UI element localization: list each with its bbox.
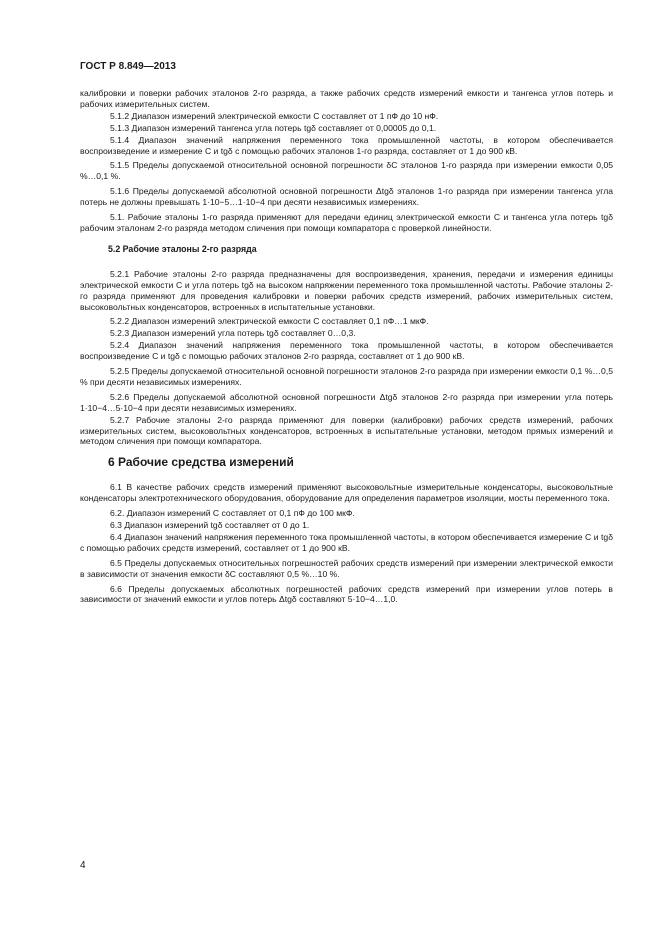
paragraph-5-1-2: 5.1.2 Диапазон измерений электрической емкости C составляет от 1 пФ до 10 нФ.	[110, 110, 439, 121]
document-header: ГОСТ Р 8.849—2013	[80, 61, 176, 72]
paragraph-5-1-7: 5.1. Рабочие эталоны 1-го разряда применяют для передачи единиц электрической емкости C и тангенса угла потерь tgδ рабочим эталонам 2-го разряда методом сличения при помощи компаратора с проверкой линейности.	[80, 212, 613, 233]
paragraph-5-2-1: 5.2.1 Рабочие эталоны 2-го разряда предназначены для воспроизведения, хранения, передачи и измерения единицы электрической емкости C и угла потерь tgδ на высоком напряжении переменного тока промышленной частоты. Рабочие эталоны 2-го разряда применяют для проведения калибровки и поверки рабочих средств измерений, рабочих измерительных систем, высоковольтных конденсаторов, встроенных в испытательные установки.	[80, 268, 613, 312]
paragraph-6-6: 6.6 Пределы допускаемых абсолютных погрешностей рабочих средств измерений при измерении углов потерь в зависимости от значений емкости и углов потерь Δtgδ составляют 5·10−4…1,0.	[80, 583, 613, 605]
section-heading-6: 6 Рабочие средства измерений	[108, 455, 294, 470]
paragraph-6-3: 6.3 Диапазон измерений tgδ составляет от 0 до 1.	[110, 520, 310, 530]
document-body	[80, 88, 613, 609]
paragraph-5-2-5: 5.2.5 Пределы допускаемой относительной основной погрешности эталонов 2-го разряда при измерении емкости 0,1 %…0,5 % при десяти независимых измерениях.	[80, 366, 613, 387]
paragraph-5-2-4: 5.2.4 Диапазон значений напряжения переменного тока промышленной частоты, в котором обеспечивается воспроизведение C и tgδ с помощью рабочих эталонов 2-го разряда, составляет от 1 до 900 кВ.	[80, 340, 613, 362]
paragraph-5-2-7: 5.2.7 Рабочие эталоны 2-го разряда применяют для поверки (калибровки) рабочих средств измерений, рабочих измерительных систем, высоковольтных конденсаторов, встроенных в испытательные установки, методом прямых измерений и методом сличения при помощи компаратора.	[80, 414, 613, 447]
section-heading-5-2: 5.2 Рабочие эталоны 2-го разряда	[108, 243, 257, 254]
paragraph-5-2-6: 5.2.6 Пределы допускаемой абсолютной основной погрешности Δtgδ эталонов 2-го разряда при измерении угла потерь 1·10−4…5·10−4 при десяти независимых измерениях.	[80, 391, 613, 413]
paragraph-5-2-2: 5.2.2 Диапазон измерений электрической емкости C составляет 0,1 пФ…1 мкФ.	[110, 316, 429, 327]
page-number: 4	[80, 860, 86, 871]
paragraph-intro: калибровки и поверки рабочих эталонов 2-го разряда, а также рабочих средств измерений емкости и тангенса углов потерь и рабочих измерительных систем.	[80, 88, 613, 109]
paragraph-5-1-3: 5.1.3 Диапазон измерений тангенса угла потерь tgδ составляет от 0,00005 до 0,1.	[110, 122, 437, 133]
paragraph-6-5: 6.5 Пределы допускаемых относительных погрешностей рабочих средств измерений при измерении электрической емкости в зависимости от значения емкости δC составляют 0,5 %…10 %.	[80, 557, 613, 579]
paragraph-5-1-6: 5.1.6 Пределы допускаемой абсолютной основной погрешности Δtgδ эталонов 1-го разряда при измерении тангенса угла потерь не должны превышать 1·10−5…1·10−4 при десяти независимых измерениях.	[80, 186, 613, 208]
paragraph-6-1: 6.1 В качестве рабочих средств измерений применяют высоковольтные измерительные конденсаторы, высоковольтные конденсаторы электротехнического оборудования, оборудование для определения параметров изоляции, мосты переменного тока.	[80, 482, 613, 504]
paragraph-5-1-4: 5.1.4 Диапазон значений напряжения переменного тока промышленной частоты, в котором обеспечивается воспроизведение и измерение C и tgδ с помощью рабочих эталонов 1-го разряда, составляет от 1 до 900 кВ.	[80, 134, 613, 156]
paragraph-6-4: 6.4 Диапазон значений напряжения переменного тока промышленной частоты, в котором обеспечивается измерение C и tgδ с помощью рабочих средств измерений, составляет от 1 до 900 кВ.	[80, 531, 613, 553]
paragraph-6-2: 6.2. Диапазон измерений C составляет от 0,1 пФ до 100 мкФ.	[110, 508, 355, 519]
paragraph-5-1-5: 5.1.5 Пределы допускаемой относительной основной погрешности δC эталонов 1-го разряда при измерении емкости 0,05 %…0,1 %.	[80, 160, 613, 182]
paragraph-5-2-3: 5.2.3 Диапазон измерений угла потерь tgδ составляет 0…0,3.	[110, 328, 356, 339]
